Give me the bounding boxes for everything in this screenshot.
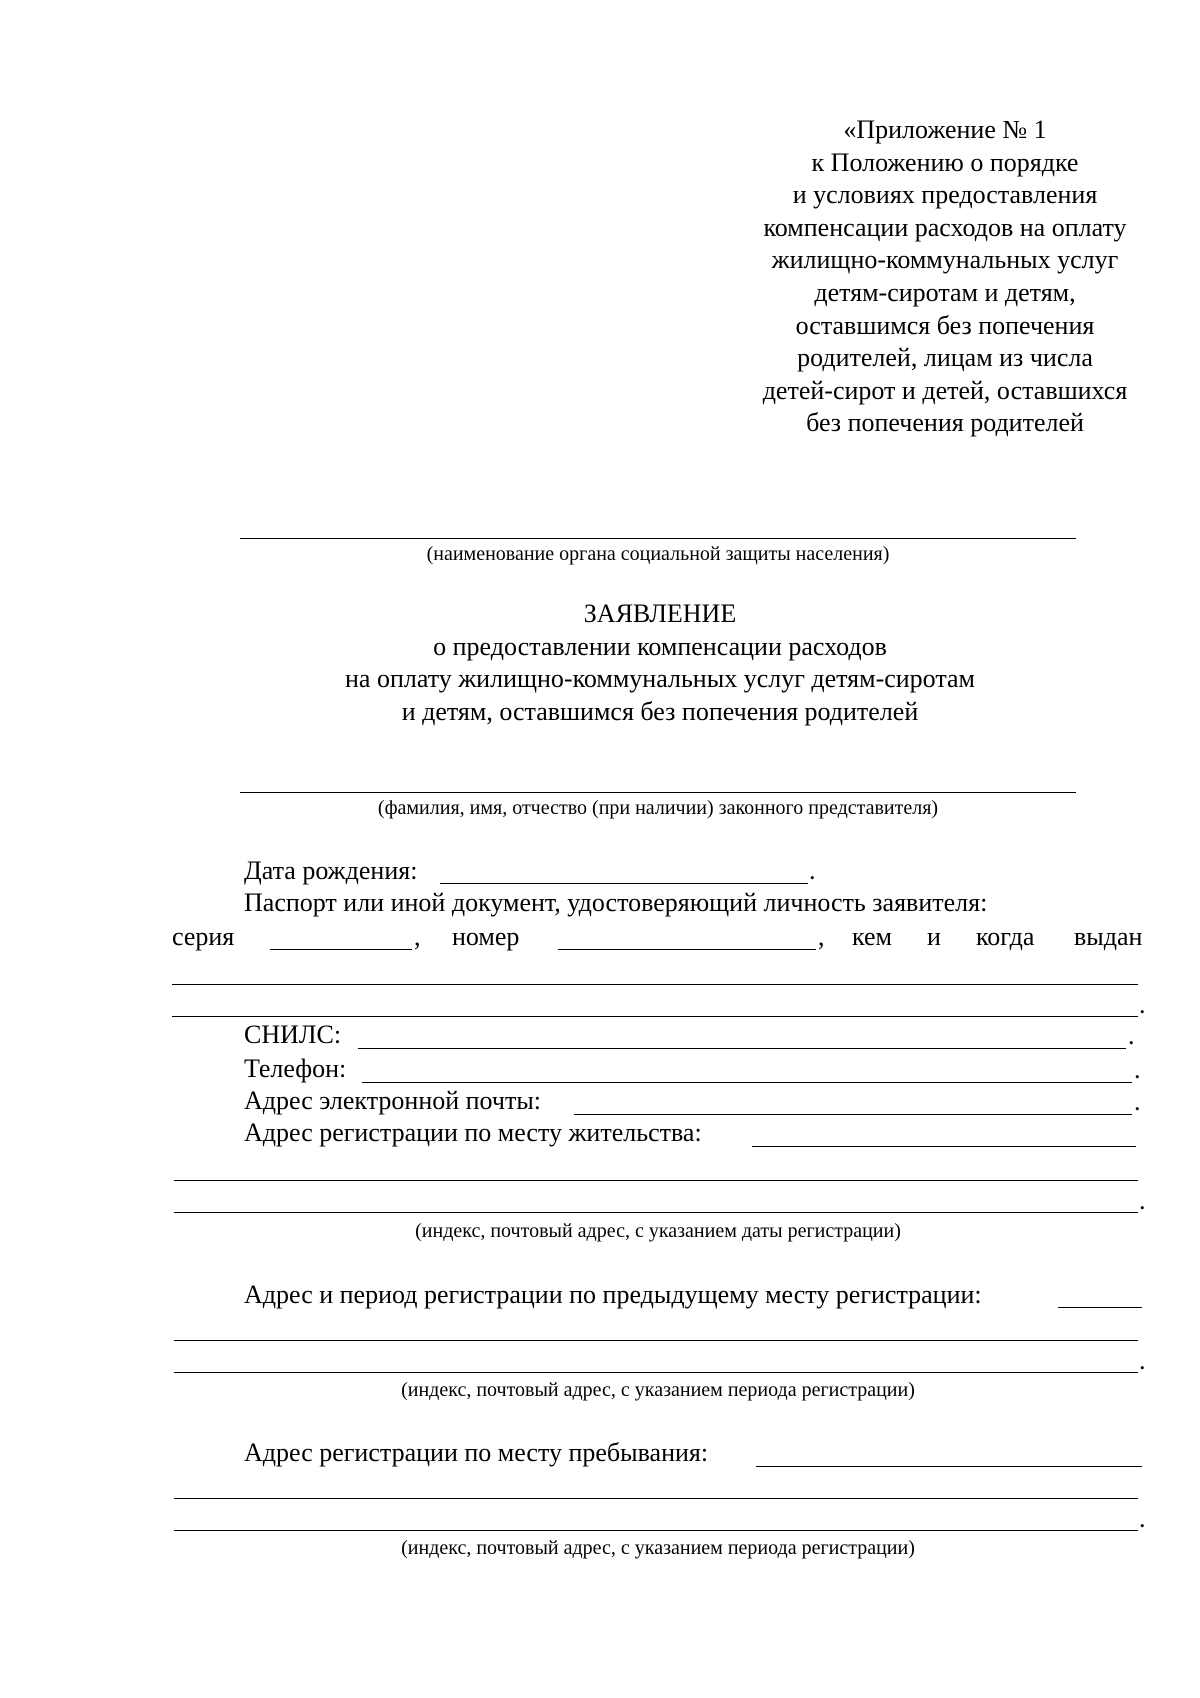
stay-registration-field[interactable] [756,1466,1142,1467]
appendix-header [720,114,1170,440]
number-field[interactable] [558,949,816,950]
representative-name-field[interactable] [240,792,1076,793]
snils-field[interactable] [358,1048,1126,1049]
appendix-line: детям-сиротам и детям, [814,277,1076,307]
previous-registration-field[interactable] [174,1372,1138,1373]
stay-registration-label: Адрес регистрации по месту пребывания: [244,1438,709,1467]
number-label: номер [452,922,520,951]
appendix-line: «Приложение № 1 [843,115,1047,144]
period-mark: . [1139,990,1146,1019]
stay-registration-field[interactable] [174,1530,1138,1531]
issued-by-field[interactable] [172,984,1138,985]
appendix-line: к Положению о порядке [811,147,1079,177]
issued-word: выдан [1074,922,1143,951]
period-mark: . [1134,1087,1141,1116]
residence-field[interactable] [752,1146,1136,1147]
appendix-line: без попечения родителей [806,408,1084,438]
authority-name-field[interactable] [240,538,1076,539]
phone-field[interactable] [362,1082,1132,1083]
period-mark: . [1139,1504,1146,1533]
title-heading: ЗАЯВЛЕНИЕ [583,599,737,628]
issued-word: и [927,922,941,951]
snils-label: СНИЛС: [244,1020,342,1049]
appendix-line: жилищно-коммунальных услуг [771,245,1119,275]
appendix-line: детей-сирот и детей, оставшихся [762,375,1128,405]
title-line: на оплату жилищно-коммунальных услуг детям-сиротам [344,664,976,694]
email-label: Адрес электронной почты: [244,1086,542,1115]
period-mark: . [1134,1055,1141,1084]
previous-registration-field[interactable] [174,1340,1138,1341]
comma-mark: , [414,922,421,951]
comma-mark: , [818,922,825,951]
issued-by-field[interactable] [172,1016,1138,1017]
residence-field[interactable] [174,1212,1138,1213]
previous-caption: (индекс, почтовый адрес, с указанием периода регистрации) [401,1379,915,1401]
authority-caption: (наименование органа социальной защиты населения) [426,543,890,565]
appendix-line: и условиях предоставления [792,180,1098,210]
representative-caption: (фамилия, имя, отчество (при наличии) законного представителя) [377,797,939,819]
appendix-line: родителей, лицам из числа [797,343,1093,373]
issued-word: когда [976,922,1035,951]
period-mark: . [1139,1186,1146,1215]
phone-label: Телефон: [244,1054,347,1083]
email-field[interactable] [574,1114,1132,1115]
previous-registration-label: Адрес и период регистрации по предыдущему месту регистрации: [244,1280,982,1309]
issued-word: кем [852,922,892,951]
title-line: и детям, оставшимся без попечения родителей [401,696,919,726]
appendix-line: компенсации расходов на оплату [763,212,1127,242]
period-mark: . [809,856,816,885]
stay-registration-field[interactable] [174,1498,1138,1499]
passport-label: Паспорт или иной документ, удостоверяющий личность заявителя: [244,888,988,917]
period-mark: . [1128,1021,1135,1050]
series-label: серия [172,922,235,951]
stay-caption: (индекс, почтовый адрес, с указанием периода регистрации) [401,1537,915,1559]
residence-caption: (индекс, почтовый адрес, с указанием даты регистрации) [415,1220,901,1242]
series-field[interactable] [270,949,412,950]
residence-field[interactable] [174,1180,1138,1181]
document-title [240,598,1080,728]
title-line: о предоставлении компенсации расходов [433,631,887,661]
previous-registration-field[interactable] [1058,1307,1142,1308]
appendix-line: оставшимся без попечения [795,310,1095,340]
residence-label: Адрес регистрации по месту жительства: [244,1118,702,1147]
period-mark: . [1139,1346,1146,1375]
birth-date-field[interactable] [440,883,808,884]
birth-date-label: Дата рождения: [244,856,418,885]
